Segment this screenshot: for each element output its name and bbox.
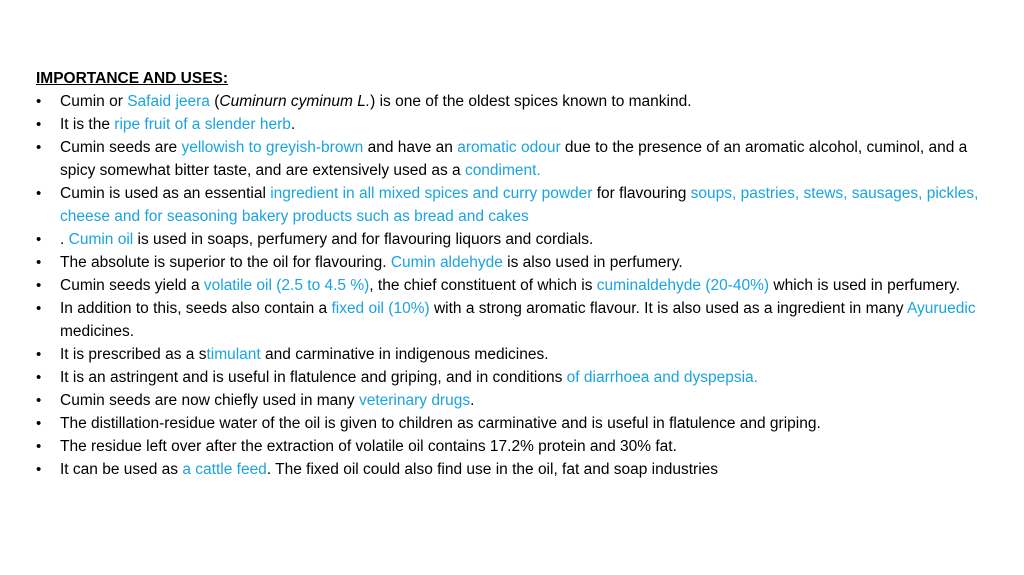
bullet-icon: • xyxy=(36,231,42,248)
bullet-item xyxy=(36,182,1004,228)
bullet-icon: • xyxy=(36,438,42,455)
bullet-text: ( xyxy=(209,93,220,110)
bullet-text: It is an astringent and is useful in flatulence and griping, and in conditions xyxy=(60,369,567,386)
bullet-text: . xyxy=(470,392,475,409)
highlighted-text: condiment. xyxy=(464,162,541,179)
bullet-item xyxy=(36,90,1004,113)
bullet-text: The distillation-residue water of the oil is given to children as carminative and is useful in flatulence and griping. xyxy=(60,415,821,432)
bullet-icon: • xyxy=(36,369,42,386)
bullet-item xyxy=(36,343,1004,366)
bullet-text: Cumin or xyxy=(60,93,128,110)
bullet-text: Cumin seeds are xyxy=(60,139,182,156)
bullet-text: is used in soaps, perfumery and for flavouring liquors and cordials. xyxy=(133,231,594,248)
bullet-icon: • xyxy=(36,300,42,317)
bullet-text: with a strong aromatic flavour. It is also used as a ingredient in many xyxy=(429,300,907,317)
bullet-text: and carminative in indigenous medicines. xyxy=(260,346,549,363)
highlighted-text: Cumin aldehyde xyxy=(390,254,503,271)
bullet-item xyxy=(36,251,1004,274)
bullet-item xyxy=(36,297,1004,343)
bullet-text: Cumin seeds yield a xyxy=(60,277,204,294)
highlighted-text: Ayuruedic xyxy=(906,300,976,317)
bullet-text: The absolute is superior to the oil for flavouring. xyxy=(60,254,391,271)
bullet-item xyxy=(36,113,1004,136)
bullet-text: , the chief constituent of which is xyxy=(369,277,597,294)
bullet-icon: • xyxy=(36,346,42,363)
bullet-icon: • xyxy=(36,277,42,294)
bullet-item xyxy=(36,458,1004,481)
bullet-text: It can be used as xyxy=(60,461,183,478)
slide-content xyxy=(36,68,1004,481)
bullet-text: medicines. xyxy=(60,323,135,340)
highlighted-text: of diarrhoea and dyspepsia. xyxy=(566,369,758,386)
bullet-icon: • xyxy=(36,415,42,432)
bullet-text: The residue left over after the extraction of volatile oil contains 17.2% protein and 30% fat. xyxy=(60,438,677,455)
bullet-item xyxy=(36,366,1004,389)
highlighted-text: a cattle feed xyxy=(182,461,267,478)
highlighted-text: volatile oil (2.5 to 4.5 %) xyxy=(203,277,370,294)
bullet-text: for flavouring xyxy=(592,185,691,202)
bullet-item xyxy=(36,274,1004,297)
bullet-text: . xyxy=(60,231,69,248)
bullet-icon: • xyxy=(36,116,42,133)
highlighted-text: soups, pastries, stews, sausages, pickles, cheese and for seasoning bakery products such as bread and cakes xyxy=(60,185,979,225)
bullet-icon: • xyxy=(36,185,42,202)
bullet-text: Cumin is used as an essential xyxy=(60,185,271,202)
bullet-text: is also used in perfumery. xyxy=(502,254,683,271)
bullet-text: . xyxy=(290,116,296,133)
bullet-item xyxy=(36,136,1004,182)
bullet-text: . The fixed oil could also find use in the oil, fat and soap industries xyxy=(266,461,719,478)
highlighted-text: ingredient in all mixed spices and curry powder xyxy=(270,185,593,202)
bullet-text: ) is one of the oldest spices known to mankind. xyxy=(370,93,692,110)
bullet-item xyxy=(36,412,1004,435)
bullet-item xyxy=(36,389,1004,412)
bullet-item xyxy=(36,228,1004,251)
bullet-icon: • xyxy=(36,461,42,478)
bullet-icon: • xyxy=(36,93,42,110)
bullet-text: which is used in perfumery. xyxy=(769,277,961,294)
highlighted-text: ripe fruit of a slender herb xyxy=(114,116,291,133)
highlighted-text: veterinary drugs xyxy=(358,392,471,409)
bullet-text: Cumin seeds are now chiefly used in many xyxy=(60,392,359,409)
bullet-text: In addition to this, seeds also contain a xyxy=(60,300,332,317)
bullet-list xyxy=(36,90,1004,481)
highlighted-text: cuminaldehyde (20-40%) xyxy=(596,277,770,294)
highlighted-text: aromatic odour xyxy=(457,139,561,156)
highlighted-text: yellowish to greyish-brown xyxy=(181,139,364,156)
highlighted-text: Cumin oil xyxy=(68,231,134,248)
bullet-text: due to the presence of an aromatic alcohol, cuminol, and a spicy somewhat bitter taste, and are extensively used as a xyxy=(60,139,968,179)
bullet-text: It is the xyxy=(60,116,115,133)
bullet-text: It is prescribed as a s xyxy=(60,346,207,363)
bullet-icon: • xyxy=(36,392,42,409)
highlighted-text: timulant xyxy=(206,346,261,363)
highlighted-text: Safaid jeera xyxy=(127,93,210,110)
bullet-icon: • xyxy=(36,139,42,156)
highlighted-text: fixed oil (10%) xyxy=(331,300,430,317)
section-heading: IMPORTANCE AND USES: xyxy=(36,70,229,87)
bullet-icon: • xyxy=(36,254,42,271)
bullet-item xyxy=(36,435,1004,458)
bullet-text: and have an xyxy=(363,139,458,156)
italic-text: Cuminurn cyminum L. xyxy=(219,93,371,110)
